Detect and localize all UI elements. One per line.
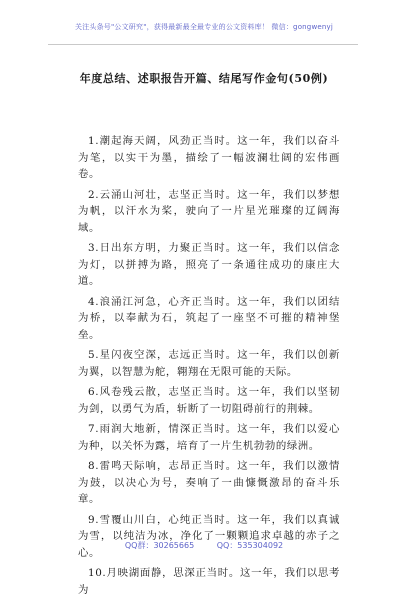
paragraph-list — [78, 133, 340, 602]
header-divider — [48, 44, 358, 45]
paragraph: 7.雨润大地新，情深正当时。这一年，我们以爱心为种，以关怀为露，培育了一片生机勃勃的绿洲。 — [78, 423, 340, 452]
paragraph: 4.浪涌江河急，心齐正当时。这一年，我们以团结为桥，以奉献为石，筑起了一座坚不可摧的精神堡垒。 — [78, 295, 340, 341]
footer-qq-number: QQ：535304092 — [216, 541, 284, 550]
paragraph: 8.雷鸣天际响，志昂正当时。这一年，我们以激情为鼓，以决心为号，奏响了一曲慷慨激昂的奋斗乐章。 — [78, 460, 340, 505]
header-note: 关注头条号"公文研究"，获得最新最全最专业的公文资料库！ 微信：gongwenyj — [74, 23, 334, 31]
paragraph: 1.潮起海天阔，风劲正当时。这一年，我们以奋斗为笔，以实干为墨，描绘了一幅波澜壮阔的宏伟画卷。 — [78, 135, 340, 180]
footer-contact — [0, 540, 408, 551]
paragraph: 5.星闪夜空深，志远正当时。这一年，我们以创新为翼，以智慧为舵，翱翔在无限可能的天际。 — [78, 349, 340, 378]
footer-qq-group: QQ群：30265665 — [124, 541, 195, 550]
paragraph: 2.云涌山河壮，志坚正当时。这一年，我们以梦想为帆，以汗水为桨，驶向了一片星光璀璨的辽阔海域。 — [78, 188, 340, 234]
paragraph: 10.月映湖面静，思深正当时。这一年，我们以思考为 — [78, 567, 340, 596]
paragraph: 9.雪覆山川白，心纯正当时。这一年，我们以真诚为雪，以纯洁为冰，净化了一颗颗追求卓越的赤子之心。 — [78, 513, 340, 559]
paragraph: 3.日出东方明，力聚正当时。这一年，我们以信念为灯，以拼搏为路，照亮了一条通往成功的康庄大道。 — [78, 242, 340, 287]
paragraph: 6.风卷残云散，志坚正当时。这一年，我们以坚韧为剑，以勇气为盾，斩断了一切阻碍前行的荆棘。 — [78, 386, 340, 415]
page-title: 年度总结、述职报告开篇、结尾写作金句(50例) — [79, 72, 329, 85]
